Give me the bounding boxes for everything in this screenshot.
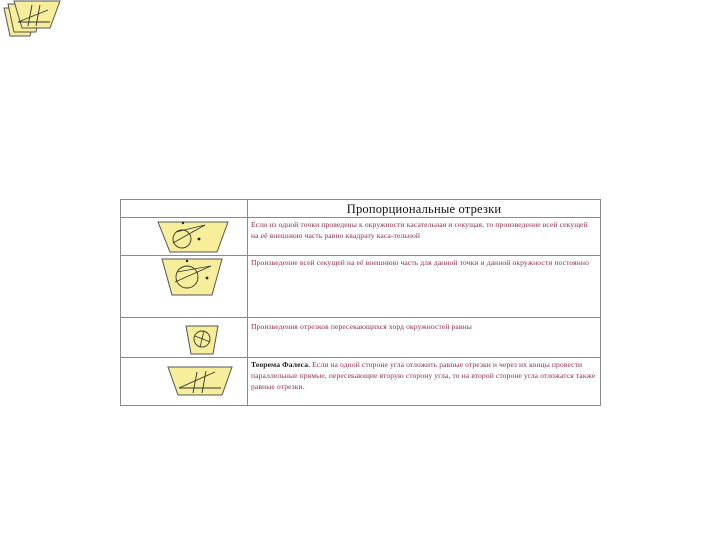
intersecting-chords-icon [185,325,219,355]
header-title-cell [248,200,601,218]
table-row [121,218,601,256]
table-row [121,318,601,358]
statement-cell [248,358,601,406]
statement-cell [248,318,601,358]
statement-text: Если из одной точки проведены к окружности касательная и секущая, то произведение всей секущей на её внешнюю часть равно квадрату каса-тельной [251,220,588,241]
table-row [121,256,601,318]
statement-cell [248,218,601,256]
figure-cell [121,318,248,358]
secant-product-icon [161,258,223,296]
table-title: Пропорциональные отрезки [346,202,502,216]
statement-text [251,359,597,393]
table-row [121,358,601,406]
statement-cell [248,256,601,318]
tangent-secant-icon [157,221,229,253]
thales-theorem-icon [167,366,233,396]
statement-text: Произведения отрезков пересекающихся хорд окружностей равны [251,322,472,331]
figure-cell [121,358,248,406]
header-empty-cell [121,200,248,218]
header-row [121,200,601,218]
theorem-term: Теорема Фалеса. [251,360,311,369]
theorem-body: Если на одной стороне угла отложить равные отрезки и через их концы провести параллельные прямые, пересекающие вторую сторону угла, то на второй стороне угла отложатся также равные отрезки. [251,360,596,392]
statement-text: Произведение всей секущей на её внешнюю часть для данной точки и данной окружности постоянно [251,258,589,267]
corner-logo-icon [0,0,64,44]
figure-cell [121,218,248,256]
theorem-table [120,199,601,406]
figure-cell [121,256,248,318]
